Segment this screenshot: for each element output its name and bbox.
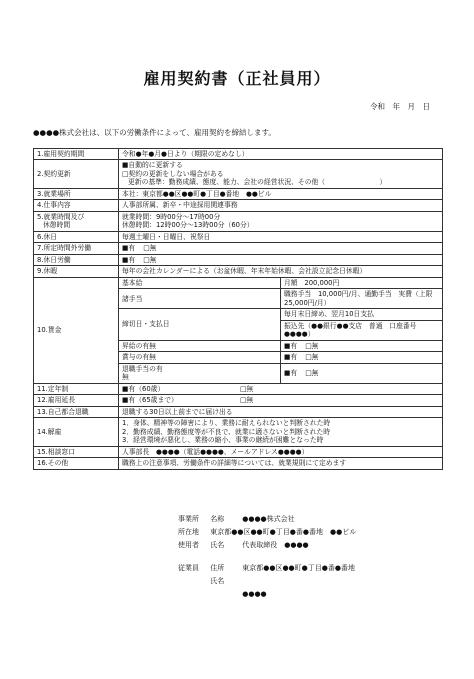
label-leave: 9.休暇 bbox=[34, 266, 119, 277]
label-working-hours-1: 5.就業時間及び bbox=[37, 212, 85, 221]
row-employment-extension bbox=[34, 395, 443, 406]
renewal-auto: ■自動的に更新する bbox=[122, 161, 183, 170]
label-retirement-allowance-1: 退職手当の有 bbox=[122, 364, 163, 373]
retirement-yes: ■有 bbox=[284, 368, 298, 377]
employee-section-label: 従業員 bbox=[178, 564, 199, 572]
label-dismissal: 14.解雇 bbox=[34, 418, 119, 446]
value-consultation: 人事部長 ●●●●（電話●●●●、メールアドレス●●●●） bbox=[119, 446, 443, 457]
value-workplace: 本社：東京都●●区●●町●丁目●番地 ●●ビル bbox=[119, 188, 443, 199]
renewal-criteria: 更新の基準：勤務成績、態度、能力、会社の経営状況、その他（ ） bbox=[128, 178, 387, 187]
value-employment-extension bbox=[119, 395, 443, 406]
label-holidays: 6.休日 bbox=[34, 231, 119, 242]
holiday-work-yes: ■有 bbox=[122, 255, 136, 264]
value-other: 職務上の注意事項、労働条件の詳細等については、就業規則にて定めます bbox=[119, 458, 443, 469]
label-retirement-allowance-2: 無 bbox=[122, 373, 129, 382]
employer-representative: 代表取締役 ●●●● bbox=[242, 541, 309, 549]
employer-signature-block bbox=[178, 513, 356, 552]
overtime-yes: ■有 bbox=[122, 244, 136, 253]
label-overtime: 7.所定時間外労働 bbox=[34, 243, 119, 254]
label-voluntary-resignation: 13.自己都合退職 bbox=[34, 406, 119, 417]
raise-no: □無 bbox=[305, 341, 319, 350]
value-holidays: 毎週土曜日・日曜日、祝祭日 bbox=[119, 231, 443, 242]
document-title: 雇用契約書（正社員用） bbox=[143, 69, 331, 88]
value-holiday-work bbox=[119, 254, 443, 265]
label-employment-extension: 12.雇用延長 bbox=[34, 395, 119, 406]
label-wage: 10.賃金 bbox=[34, 277, 119, 383]
value-bonus bbox=[281, 352, 443, 363]
working-hours: 就業時間：9時00分～17時00分 bbox=[122, 212, 221, 221]
label-bonus: 賞与の有無 bbox=[119, 352, 281, 363]
employer-name-label: 名称 bbox=[210, 515, 225, 523]
retirement-no: □無 bbox=[305, 368, 319, 377]
value-overtime bbox=[119, 243, 443, 254]
row-dismissal bbox=[34, 418, 443, 446]
label-base-salary: 基本給 bbox=[119, 277, 281, 288]
row-working-hours bbox=[34, 211, 443, 231]
renewal-conditional: □契約の更新をしない場合がある bbox=[122, 169, 224, 178]
row-retirement-age bbox=[34, 383, 443, 394]
row-holiday-work bbox=[34, 254, 443, 265]
value-dismissal bbox=[119, 418, 443, 446]
value-leave: 毎年の会社カレンダーによる（お盆休暇、年末年始休暇、会社設立記念日休暇） bbox=[119, 266, 443, 277]
dismissal-reason-1: 1．身体、精神等の障害により、業務に耐えられないと判断された時 bbox=[122, 419, 331, 428]
row-wage-base bbox=[34, 277, 443, 288]
employer-section-label: 事業所 bbox=[178, 515, 199, 523]
break-hours: 休憩時間：12時00分～13時00分（60分） bbox=[122, 221, 254, 230]
employee-name-label: 氏名 bbox=[210, 577, 225, 585]
label-contract-period: 1.雇用契約期間 bbox=[34, 149, 119, 160]
employee-name: ●●●● bbox=[242, 590, 267, 598]
value-base-salary: 月額 200,000円 bbox=[281, 277, 443, 288]
contract-table bbox=[33, 148, 443, 470]
employer-name: ●●●●株式会社 bbox=[242, 515, 295, 523]
label-allowances: 諸手当 bbox=[119, 289, 281, 309]
value-retirement-allowance bbox=[281, 363, 443, 383]
value-voluntary-resignation: 退職する30日以上前までに届け出る bbox=[119, 406, 443, 417]
label-retirement-age: 11.定年制 bbox=[34, 383, 119, 394]
value-pay-method: 振込先（●●銀行●●支店 普通 口座番号●●●●） bbox=[281, 320, 443, 340]
label-working-hours bbox=[34, 211, 119, 231]
retirement-age-no: □無 bbox=[240, 384, 254, 393]
value-payday: 毎月末日締め、翌月10日支払 bbox=[281, 309, 443, 320]
row-leave bbox=[34, 266, 443, 277]
retirement-age-yes: ■有（60歳） bbox=[122, 384, 165, 393]
row-consultation bbox=[34, 446, 443, 457]
raise-yes: ■有 bbox=[284, 341, 298, 350]
employer-address: 東京都●●区●●町●丁目●番●番地 ●●ビル bbox=[210, 528, 357, 536]
row-workplace bbox=[34, 188, 443, 199]
label-workplace: 3.就業場所 bbox=[34, 188, 119, 199]
label-raise: 昇給の有無 bbox=[119, 340, 281, 351]
value-allowances: 職務手当 10,000円/月、通勤手当 実費（上限25,000円/月） bbox=[281, 289, 443, 309]
row-holidays bbox=[34, 231, 443, 242]
row-voluntary-resignation bbox=[34, 406, 443, 417]
value-contract-period: 令和●年●月●日より（期限の定めなし） bbox=[119, 149, 443, 160]
dismissal-reason-3: 3．経営環境が悪化し、業務の縮小、事業の継続が困難となった時 bbox=[122, 436, 324, 445]
bonus-yes: ■有 bbox=[284, 353, 298, 362]
contract-date: 令和 年 月 日 bbox=[370, 102, 430, 111]
label-contract-renewal: 2.契約更新 bbox=[34, 160, 119, 188]
holiday-work-no: □無 bbox=[143, 255, 157, 264]
label-retirement-allowance bbox=[119, 363, 281, 383]
value-working-hours bbox=[119, 211, 443, 231]
employee-address: 東京都●●区●●町●丁目●番●番地 bbox=[242, 564, 355, 572]
row-contract-renewal bbox=[34, 160, 443, 188]
employee-address-label: 住所 bbox=[210, 564, 225, 572]
employer-address-label: 所在地 bbox=[178, 528, 199, 536]
label-working-hours-2: 休憩時間 bbox=[43, 221, 71, 230]
row-contract-period bbox=[34, 149, 443, 160]
label-holiday-work: 8.休日労働 bbox=[34, 254, 119, 265]
value-retirement-age bbox=[119, 383, 443, 394]
label-job-content: 4.仕事内容 bbox=[34, 200, 119, 211]
bonus-no: □無 bbox=[305, 353, 319, 362]
row-other bbox=[34, 458, 443, 469]
row-overtime bbox=[34, 243, 443, 254]
employer-rep-label: 氏名 bbox=[210, 541, 225, 549]
extension-no: □無 bbox=[240, 396, 254, 405]
employer-user-label: 使用者 bbox=[178, 541, 199, 549]
row-job-content bbox=[34, 200, 443, 211]
employee-signature-block bbox=[178, 562, 355, 601]
value-raise bbox=[281, 340, 443, 351]
overtime-no: □無 bbox=[143, 244, 157, 253]
label-consultation: 15.相談窓口 bbox=[34, 446, 119, 457]
intro-text: ●●●●株式会社は、以下の労働条件によって、雇用契約を締結します。 bbox=[33, 128, 276, 137]
label-payday: 締切日・支払日 bbox=[119, 309, 281, 340]
value-contract-renewal bbox=[119, 160, 443, 188]
label-other: 16.その他 bbox=[34, 458, 119, 469]
extension-yes: ■有（65歳まで） bbox=[122, 396, 178, 405]
dismissal-reason-2: 2．勤務成績、勤務態度等が不良で、就業に適さないと判断された時 bbox=[122, 427, 331, 436]
value-job-content: 人事部所属、新卒・中途採用関連事務 bbox=[119, 200, 443, 211]
